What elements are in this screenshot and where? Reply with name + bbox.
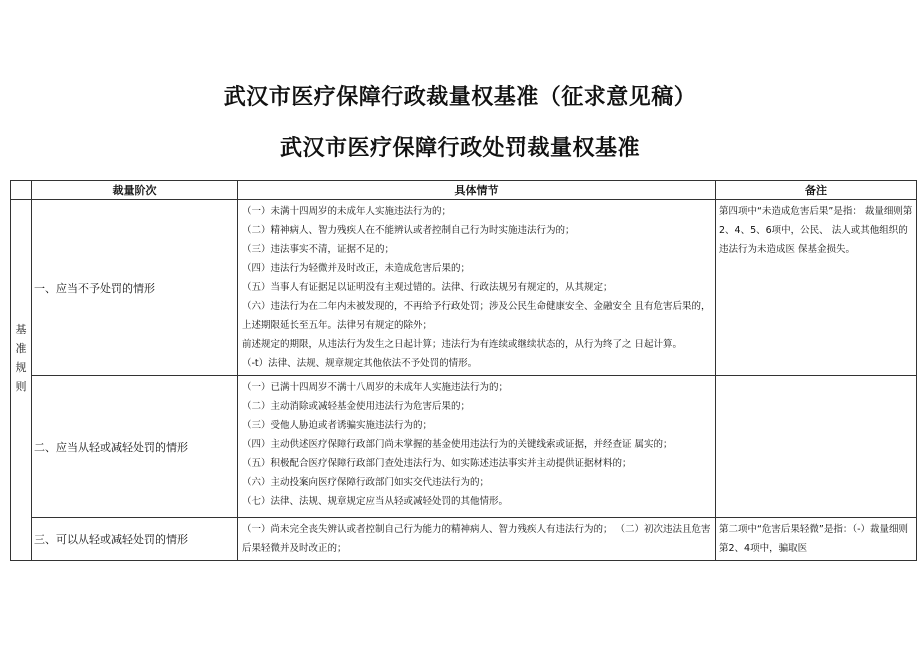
header-level: 裁量阶次 [32, 181, 238, 200]
header-detail: 具体情节 [238, 181, 716, 200]
detail-line: （二）主动消除或减轻基金使用违法行为危害后果的； [242, 401, 471, 412]
detail-line: （五）当事人有证据足以证明没有主观过错的。法律、行政法规另有规定的，从其规定； [242, 282, 613, 293]
detail-line: （三）违法事实不清，证据不足的； [242, 244, 395, 255]
detail-line: （四）违法行为轻微并及时改正，未造成危害后果的； [242, 263, 471, 274]
level-cell: 一、应当不予处罚的情形 [32, 200, 238, 376]
note-cell [716, 376, 917, 518]
detail-line: （七）法律、法规、规章规定应当从轻或减轻处罚的其他情形。 [242, 496, 509, 507]
discretion-table [10, 180, 917, 561]
side-label-char: 则 [15, 380, 27, 393]
note-cell: 第四项中“未造成危害后果”是指： 裁量细则第2、4、5、6项中，公民、 法人或其他组织的违法行为未造成医 保基金损失。 [716, 200, 917, 376]
detail-cell [238, 376, 716, 518]
detail-line: （一）尚未完全丧失辨认或者控制自己行为能力的精神病人、智力残疾人有违法行为的； （二）初次违法且危害后果轻微并及时改正的； [242, 524, 711, 554]
detail-line: （六）主动投案向医疗保障行政部门如实交代违法行为的； [242, 477, 490, 488]
detail-cell [238, 200, 716, 376]
side-label-char: 规 [15, 361, 27, 374]
note-cell: 第二项中“危害后果轻微”是指：（-）裁量细则第2、4项中，骗取医 [716, 518, 917, 561]
level-cell: 二、应当从轻或减轻处罚的情形 [32, 376, 238, 518]
side-label-char: 基 [15, 323, 27, 336]
document-subtitle: 武汉市医疗保障行政处罚裁量权基准 [279, 136, 640, 161]
detail-line: （五）积极配合医疗保障行政部门查处违法行为、如实陈述违法事实并主动提供证据材料的； [242, 458, 632, 469]
table-row [11, 376, 917, 518]
table-header-row [11, 181, 917, 200]
level-cell: 三、可以从轻或减轻处罚的情形 [32, 518, 238, 561]
header-blank [11, 181, 32, 200]
detail-line: （一）已满十四周岁不满十八周岁的未成年人实施违法行为的； [242, 382, 509, 393]
detail-line: （六）违法行为在二年内未被发现的，不再给予行政处罚；涉及公民生命健康安全、金融安全 且有危害后果的，上述期限延长至五年。法律另有规定的除外； [242, 301, 711, 331]
detail-cell [238, 518, 716, 561]
side-label-char: 准 [15, 342, 27, 355]
header-note: 备注 [716, 181, 917, 200]
table-row [11, 518, 917, 561]
detail-line: 前述规定的期限，从违法行为发生之日起计算；违法行为有连续或继续状态的，从行为终了之 日起计算。 [242, 339, 683, 350]
table-row [11, 200, 917, 376]
side-label-cell [11, 200, 32, 561]
detail-line: （三）受他人胁迫或者诱骗实施违法行为的； [242, 420, 433, 431]
document-title: 武汉市医疗保障行政裁量权基准（征求意见稿） [223, 85, 697, 110]
detail-line: （一）未满十四周岁的未成年人实施违法行为的； [242, 206, 452, 217]
detail-line: （二）精神病人、智力残疾人在不能辨认或者控制自己行为时实施违法行为的； [242, 225, 575, 236]
detail-line: （四）主动供述医疗保障行政部门尚未掌握的基金使用违法行为的关键线索或证据，并经查证 属实的； [242, 439, 673, 450]
detail-line: （-t）法律、法规、规章规定其他依法不予处罚的情形。 [242, 358, 478, 369]
